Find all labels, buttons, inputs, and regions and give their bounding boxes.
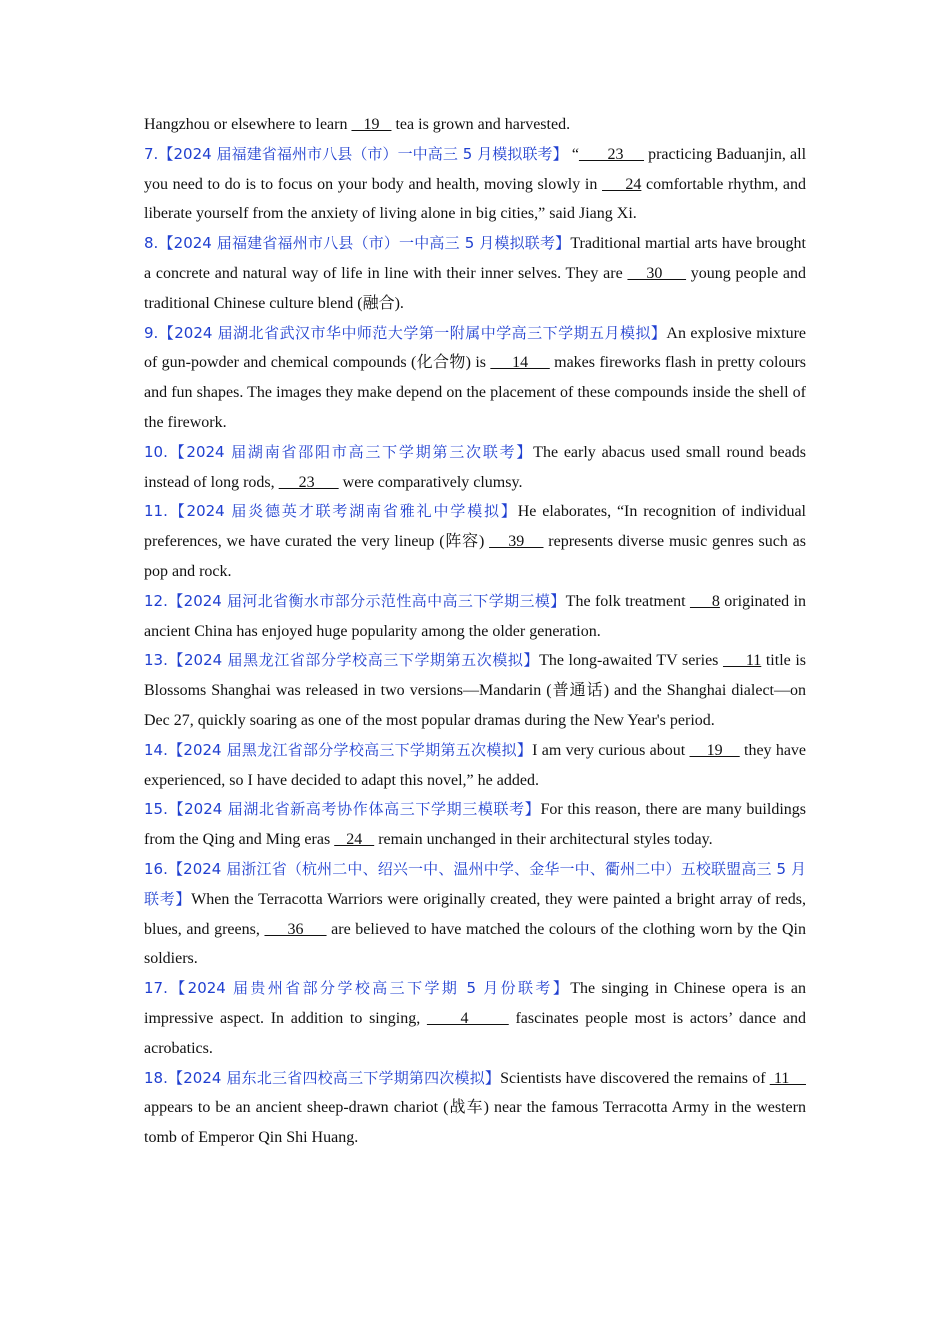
question-text: tea is grown and harvested. xyxy=(391,116,571,133)
question-item xyxy=(144,319,806,438)
question-source: 14.【2024 届黑龙江省部分学校高三下学期第五次模拟】 xyxy=(144,740,533,759)
question-text: fascinates people most is actors’ dance and acrobatics. xyxy=(144,1009,807,1057)
question-item xyxy=(144,497,806,586)
question-source: 12.【2024 届河北省衡水市部分示范性高中高三下学期三模】 xyxy=(144,591,566,610)
answer-blank: 11 xyxy=(722,652,762,670)
answer-blank: 11 xyxy=(769,1069,806,1087)
answer-blank: 24 xyxy=(602,175,642,193)
answer-blank: 23 xyxy=(578,145,645,163)
question-source: 15.【2024 届湖北省新高考协作体高三下学期三模联考】 xyxy=(144,800,541,819)
question-text: An explosive mixture of gun-powder and chemical compounds (化合物) is xyxy=(144,324,806,372)
question-source: 9.【2024 届湖北省武汉市华中师范大学第一附属中学高三下学期五月模拟】 xyxy=(144,323,667,342)
question-text: represents diverse music genres such as pop and rock. xyxy=(144,533,806,580)
question-text: The early abacus used small round beads instead of long rods, xyxy=(144,443,806,491)
question-source: 10.【2024 届湖南省邵阳市高三下学期第三次联考】 xyxy=(144,442,534,461)
question-item xyxy=(144,438,806,498)
question-item xyxy=(144,229,806,318)
question-text: For this reason, there are many buildings from the Qing and Ming eras xyxy=(144,801,806,849)
question-text: The long-awaited TV series xyxy=(539,652,723,670)
question-text: practicing Baduanjin, all you need to do is to focus on your body and health, moving slowly in xyxy=(144,145,807,193)
question-source: 13.【2024 届黑龙江省部分学校高三下学期第五次模拟】 xyxy=(144,651,540,670)
answer-blank: 30 xyxy=(627,264,687,282)
question-source: 7.【2024 届福建省福州市八县（市）一中高三 5 月模拟联考】 xyxy=(144,144,568,163)
question-item xyxy=(144,1064,806,1153)
question-text: I am very curious about xyxy=(532,741,690,759)
question-text: “ xyxy=(567,145,579,163)
answer-blank: 24 xyxy=(334,831,375,849)
question-text: comfortable rhythm, and liberate yourself from the anxiety of living alone in big cities,” said Jiang Xi. xyxy=(144,175,807,223)
question-source: 8.【2024 届福建省福州市八县（市）一中高三 5 月模拟联考】 xyxy=(144,234,571,253)
question-text: The singing in Chinese opera is an impressive aspect. In addition to singing, xyxy=(144,980,806,1027)
question-item xyxy=(144,646,806,735)
answer-blank: 8 xyxy=(689,592,720,610)
question-source: 17.【2024 届贵州省部分学校高三下学期 5 月份联考】 xyxy=(144,979,571,998)
question-item xyxy=(144,855,806,974)
question-item xyxy=(144,110,806,140)
answer-blank: 36 xyxy=(264,920,327,938)
question-text: remain unchanged in their architectural styles today. xyxy=(374,831,713,849)
question-source: 11.【2024 届炎德英才联考湖南省雅礼中学模拟】 xyxy=(144,502,518,521)
answer-blank: 23 xyxy=(278,473,339,491)
question-text: Hangzhou or elsewhere to learn xyxy=(144,116,352,133)
question-item xyxy=(144,140,806,229)
question-source: 18.【2024 届东北三省四校高三下学期第四次模拟】 xyxy=(144,1068,501,1087)
question-item xyxy=(144,795,806,855)
question-text: Scientists have discovered the remains of xyxy=(500,1069,770,1087)
question-text: they have experienced, so I have decided to adapt this novel,” he added. xyxy=(144,741,807,789)
question-text: are believed to have matched the colours of the clothing worn by the Qin soldiers. xyxy=(144,920,807,968)
question-text: When the Terracotta Warriors were originally created, they were painted a bright array of reds, blues, and greens, xyxy=(144,890,806,938)
answer-blank: 19 xyxy=(351,116,392,133)
answer-blank: 19 xyxy=(689,741,740,759)
question-text: were comparatively clumsy. xyxy=(338,473,523,491)
question-text: makes fireworks flash in pretty colours and fun shapes. The images they make depend on the placement of these compounds inside the shell of the firework. xyxy=(144,354,807,431)
question-text: young people and traditional Chinese culture blend (融合). xyxy=(144,264,807,312)
question-text: appears to be an ancient sheep-drawn chariot (战车) near the famous Terracotta Army in the western tomb of Emperor Qin Shi Huang. xyxy=(144,1099,806,1147)
document-body xyxy=(144,110,806,1153)
question-text: originated in ancient China has enjoyed huge popularity among the older generation. xyxy=(144,592,807,640)
question-source: 16.【2024 届浙江省（杭州二中、绍兴一中、温州中学、金华一中、衢州二中）五校联盟高三 5 月联考】 xyxy=(144,859,806,908)
question-item xyxy=(144,736,806,796)
question-item xyxy=(144,974,806,1063)
question-text: He elaborates, “In recognition of individual preferences, we have curated the very lineup (阵容) xyxy=(144,503,807,551)
question-text: title is Blossoms Shanghai was released in two versions—Mandarin (普通话) and the Shanghai dialect—on Dec 27, quickly soaring as one of the most popular dramas during the New Year's period. xyxy=(144,652,806,729)
question-item xyxy=(144,587,806,647)
question-text: The folk treatment xyxy=(565,592,690,610)
answer-blank: 14 xyxy=(490,354,550,372)
answer-blank: 39 xyxy=(489,533,544,551)
answer-blank: 4 xyxy=(426,1009,509,1027)
question-text: Traditional martial arts have brought a concrete and natural way of life in line with their inner selves. They are xyxy=(144,235,806,282)
